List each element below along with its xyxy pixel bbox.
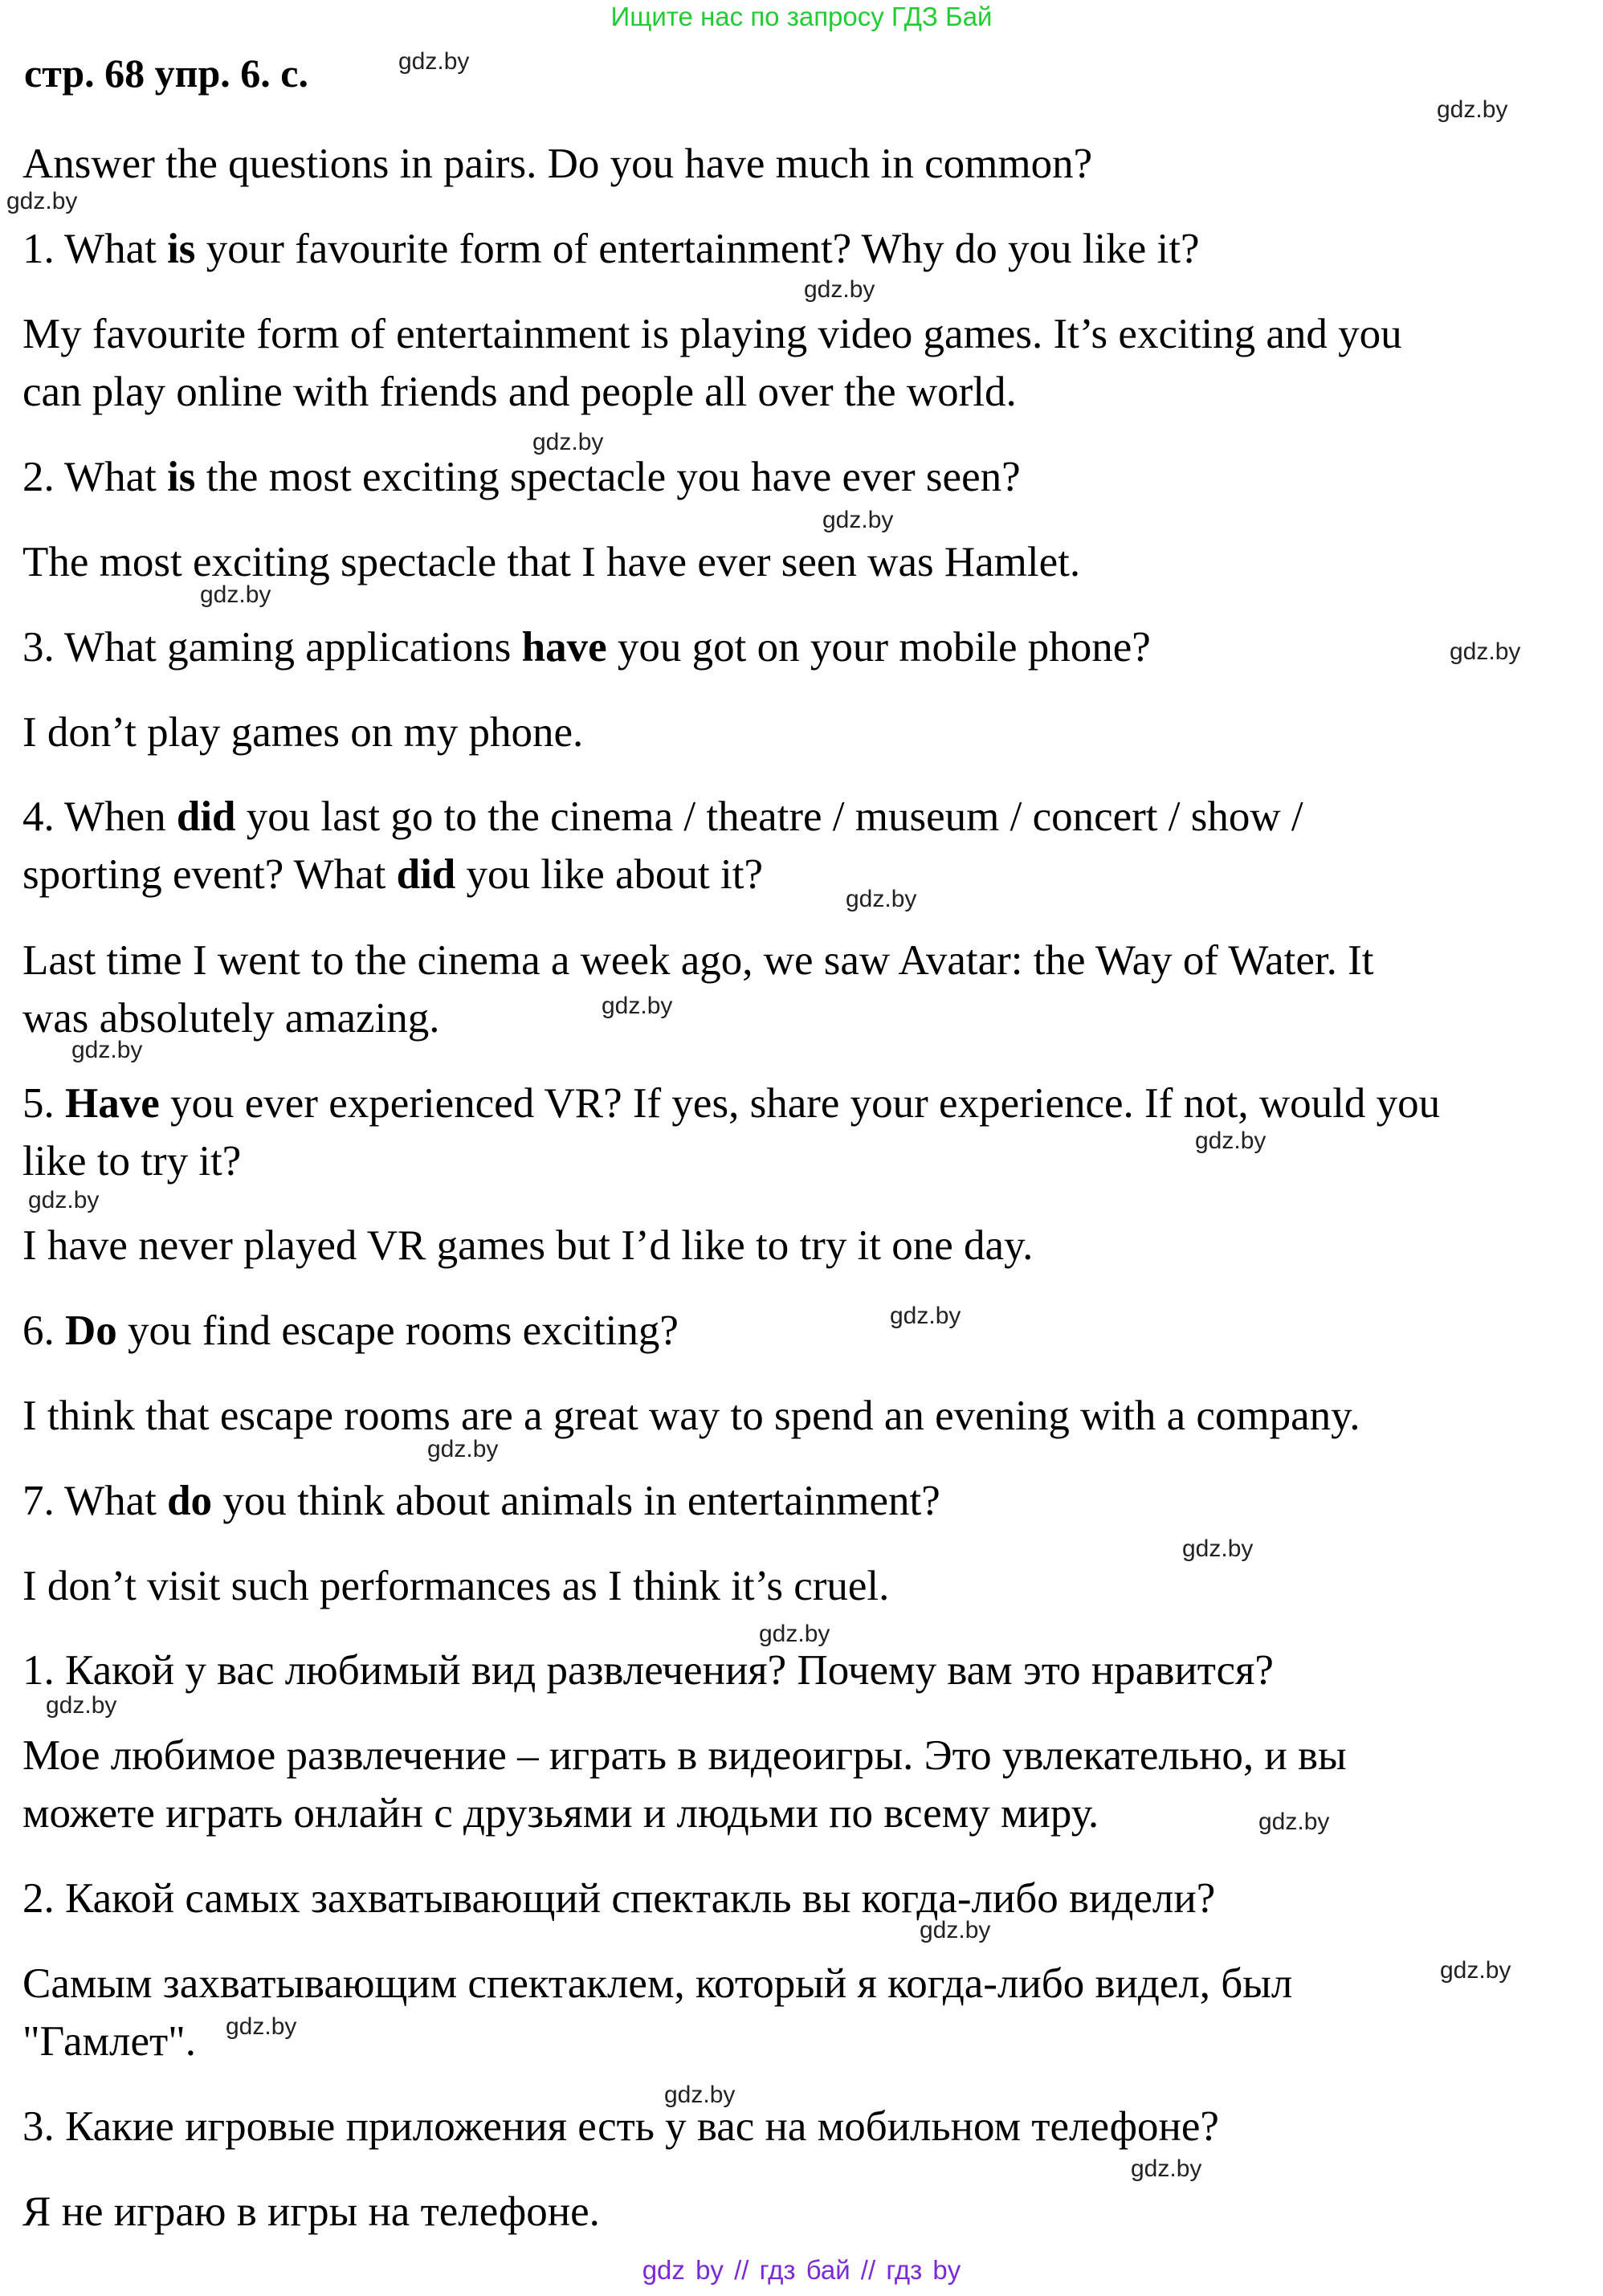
watermark: gdz.by	[398, 48, 470, 75]
watermark: gdz.by	[200, 581, 271, 608]
answer-6: I think that escape rooms are a great way to spend an evening with a company.	[22, 1393, 1360, 1439]
answer-7: I don’t visit such performances as I think it’s cruel.	[22, 1563, 890, 1609]
top-banner-link[interactable]: Ищите нас по запросу ГДЗ Бай	[610, 2, 993, 31]
question-5-line-1: 5. Have you ever experienced VR? If yes, share your experience. If not, would you	[22, 1080, 1441, 1127]
page-heading: стр. 68 упр. 6. с.	[24, 51, 308, 96]
watermark: gdz.by	[804, 276, 875, 303]
answer-3: I don’t play games on my phone.	[22, 709, 584, 756]
ru-answer-3: Я не играю в игры на телефоне.	[22, 2188, 600, 2235]
watermark: gdz.by	[1131, 2155, 1202, 2182]
question-4-line-1: 4. When did you last go to the cinema / theatre / museum / concert / show /	[22, 793, 1303, 840]
watermark: gdz.by	[822, 507, 894, 533]
ru-question-3: 3. Какие игровые приложения есть у вас на мобильном телефоне?	[22, 2103, 1219, 2150]
watermark: gdz.by	[890, 1303, 961, 1329]
answer-5: I have never played VR games but I’d like to try it one day.	[22, 1222, 1034, 1269]
ru-answer-2-line-1: Самым захватывающим спектаклем, который я когда-либо видел, был	[22, 1960, 1293, 2007]
watermark: gdz.by	[602, 993, 673, 1019]
watermark: gdz.by	[46, 1692, 117, 1719]
watermark: gdz.by	[759, 1621, 830, 1647]
question-5-line-2: like to try it?	[22, 1138, 242, 1185]
watermark: gdz.by	[1258, 1809, 1330, 1835]
answer-1-line-1: My favourite form of entertainment is playing video games. It’s exciting and you	[22, 311, 1402, 357]
watermark: gdz.by	[226, 2013, 297, 2040]
watermark: gdz.by	[1450, 638, 1521, 665]
question-7: 7. What do you think about animals in entertainment?	[22, 1478, 940, 1524]
answer-1-line-2: can play online with friends and people all over the world.	[22, 369, 1017, 415]
watermark: gdz.by	[1182, 1535, 1254, 1562]
question-6: 6. Do you find escape rooms exciting?	[22, 1307, 679, 1354]
ru-answer-1-line-1: Мое любимое развлечение – играть в видеоигры. Это увлекательно, и вы	[22, 1732, 1347, 1779]
question-3: 3. What gaming applications have you got on your mobile phone?	[22, 624, 1151, 671]
watermark: gdz.by	[532, 429, 604, 455]
watermark: gdz.by	[1437, 96, 1508, 123]
watermark: gdz.by	[664, 2082, 736, 2108]
question-4-line-2: sporting event? What did you like about it?	[22, 851, 763, 898]
answer-2: The most exciting spectacle that I have ever seen was Hamlet.	[22, 539, 1081, 585]
ru-question-1: 1. Какой у вас любимый вид развлечения? Почему вам это нравится?	[22, 1647, 1274, 1694]
watermark: gdz.by	[1195, 1128, 1266, 1154]
ru-question-2: 2. Какой самых захватывающий спектакль вы когда-либо видели?	[22, 1875, 1216, 1922]
watermark: gdz.by	[28, 1187, 100, 1213]
ru-answer-2-line-2: "Гамлет".	[22, 2018, 197, 2065]
watermark: gdz.by	[846, 886, 917, 912]
watermark: gdz.by	[920, 1917, 991, 1943]
question-1: 1. What is your favourite form of entertainment? Why do you like it?	[22, 226, 1200, 272]
watermark: gdz.by	[6, 188, 78, 214]
watermark: gdz.by	[427, 1436, 499, 1462]
watermark: gdz.by	[1440, 1957, 1511, 1984]
answer-4-line-1: Last time I went to the cinema a week ago, we saw Avatar: the Way of Water. It	[22, 937, 1374, 984]
answer-4-line-2: was absolutely amazing.	[22, 995, 440, 1042]
footer-links[interactable]: gdz by // гдз бай // гдз by	[642, 2255, 961, 2285]
ru-answer-1-line-2: можете играть онлайн с друзьями и людьми по всему миру.	[22, 1790, 1099, 1837]
watermark: gdz.by	[71, 1037, 143, 1063]
question-2: 2. What is the most exciting spectacle you have ever seen?	[22, 454, 1021, 500]
intro-text: Answer the questions in pairs. Do you have much in common?	[22, 141, 1093, 187]
